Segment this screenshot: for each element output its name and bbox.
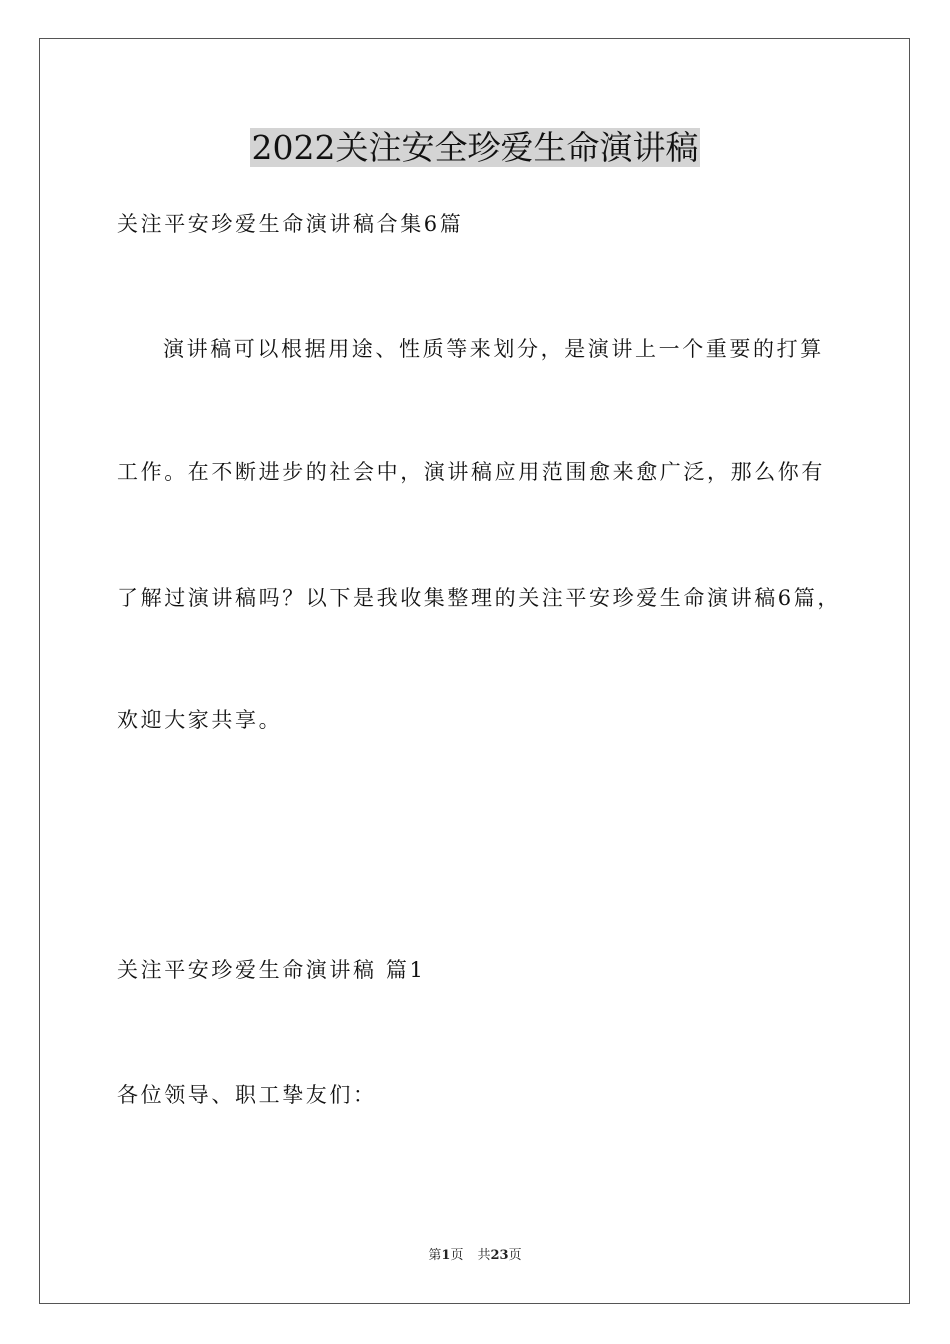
footer-total-prefix: 共 xyxy=(477,1248,491,1263)
footer-total-pages: 23 xyxy=(490,1248,509,1263)
footer-page-suffix: 页 xyxy=(450,1248,464,1263)
document-title xyxy=(0,126,950,170)
footer-page-number: 1 xyxy=(441,1248,451,1263)
intro-line-4: 欢迎大家共享。 xyxy=(117,708,283,732)
footer-page-prefix: 第 xyxy=(428,1248,442,1263)
page-footer xyxy=(0,1247,950,1265)
intro-line-1: 演讲稿可以根据用途、性质等来划分，是演讲上一个重要的打算 xyxy=(163,337,824,361)
salutation: 各位领导、职工挚友们： xyxy=(117,1083,377,1107)
document-title-text: 2022关注安全珍爱生命演讲稿 xyxy=(251,128,699,167)
intro-line-2: 工作。在不断进步的社会中，演讲稿应用范围愈来愈广泛，那么你有 xyxy=(117,460,825,484)
document-subtitle: 关注平安珍爱生命演讲稿合集6篇 xyxy=(117,212,464,236)
intro-line-3: 了解过演讲稿吗？以下是我收集整理的关注平安珍爱生命演讲稿6篇， xyxy=(117,586,841,610)
section-heading: 关注平安珍爱生命演讲稿 篇1 xyxy=(117,958,426,982)
footer-total-suffix: 页 xyxy=(508,1248,522,1263)
